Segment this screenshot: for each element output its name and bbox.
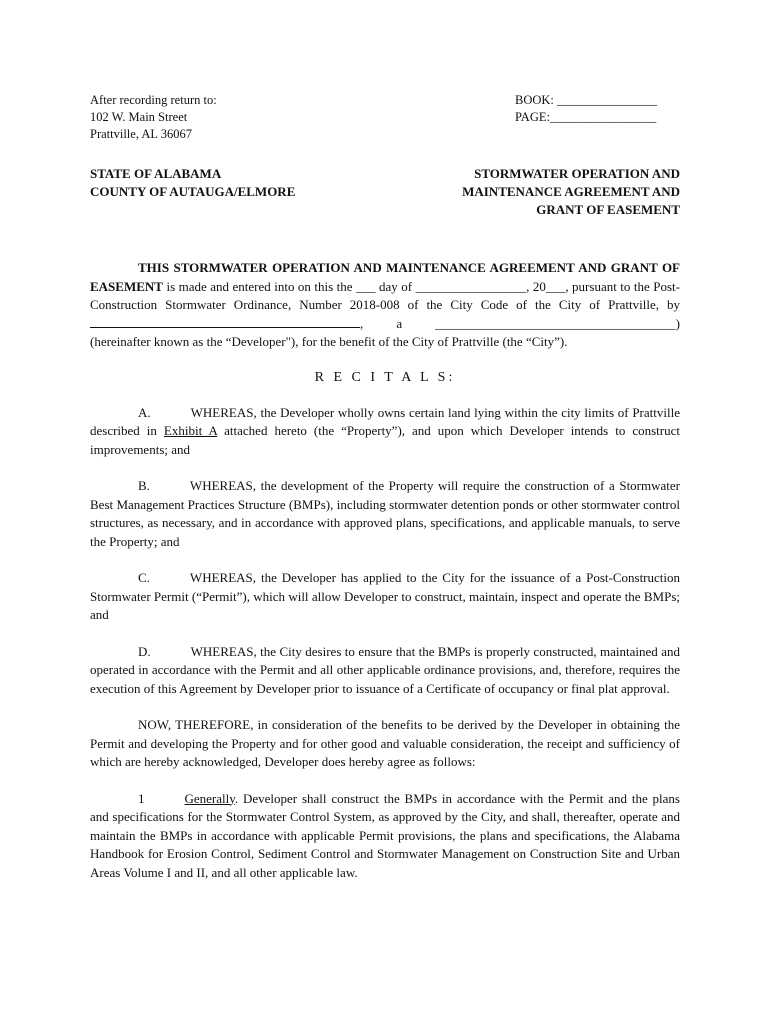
recital-c [90, 569, 680, 625]
county-label: COUNTY OF AUTAUGA/ELMORE [90, 184, 296, 199]
state-label: STATE OF ALABAMA [90, 166, 222, 181]
return-line: 102 W. Main Street [90, 110, 188, 124]
recital-b [90, 477, 680, 551]
recital-label: C. [138, 570, 150, 585]
recital-d [90, 643, 680, 699]
page-line: PAGE:_________________ [515, 110, 657, 124]
title-line: GRANT OF EASEMENT [536, 202, 680, 217]
title-line: STORMWATER OPERATION AND [474, 166, 680, 181]
section-number: 1 [138, 790, 145, 806]
now-therefore-paragraph: NOW, THEREFORE, in consideration of the benefits to be derived by the Developer in obtaining the Permit and developing the Property and for other good and valuable consideration, the receipt and sufficiency of which are hereby acknowledged, Developer does hereby agree as follows: [90, 717, 680, 769]
return-address [90, 92, 217, 143]
recital-a [90, 404, 680, 460]
recital-text: WHEREAS, the Developer wholly owns certain land lying within the city limits of Prattville described in [90, 404, 680, 438]
intro-text-part1: is made and entered into on this the ___ day of _________________, 20___, pursuant to the Post-Construction Stormwater Ordinance, Number 2018-008 of the City Code of the City of Prattville, by [90, 278, 680, 312]
recital-label: A. [138, 404, 151, 420]
exhibit-a-reference: Exhibit A [163, 423, 218, 438]
recital-label: B. [138, 478, 150, 493]
intro-text-part2: , a _____________________________________) (hereinafter known as the “Developer"), for the benefit of the City of Prattville (the “City”). [90, 315, 680, 349]
title-line: MAINTENANCE AGREEMENT AND [462, 184, 680, 199]
jurisdiction-block [90, 165, 295, 219]
recital-text-post: attached hereto (the “Property”), and upon which Developer intends to construct improvements; and [90, 423, 680, 457]
recital-label: D. [138, 643, 151, 659]
recital-text: WHEREAS, the development of the Property will require the construction of a Stormwater Best Management Practices Structure (BMPs), including stormwater detention ponds or other stormwater control structures, as necessary, and in accordance with approved plans, specifications, and applicable manuals, to serve the Property; and [90, 478, 680, 549]
intro-paragraph [90, 259, 680, 352]
caption-row [90, 165, 680, 219]
return-line: After recording return to: [90, 93, 217, 107]
recording-header [90, 92, 680, 143]
recital-text: WHEREAS, the City desires to ensure that the BMPs is properly constructed, maintained and operated in accordance with the Permit and all other applicable ordinance provisions, and, therefore, requires the execution of this Agreement by Developer prior to issuance of a Certificate of occupancy or final plat approval. [90, 643, 680, 696]
recital-text: WHEREAS, the Developer has applied to the City for the issuance of a Post-Construction Stormwater Permit (“Permit”), which will allow Developer to construct, maintain, inspect and operate the BMPs; and [90, 570, 680, 622]
document-page [90, 92, 680, 882]
section-1-generally [90, 790, 680, 883]
recitals-heading: R E C I T A L S: [314, 369, 456, 385]
document-title [462, 165, 680, 219]
return-line: Prattville, AL 36067 [90, 127, 192, 141]
section-text: . Developer shall construct the BMPs in accordance with the Permit and the plans and specifications for the Stormwater Control System, as approved by the City, and shall, thereafter, operate and maintain the BMPs in accordance with applicable Permit provisions, the plans and specifications, the Alabama Handbook for Erosion Control, Sediment Control and Stormwater Management on Construction Site and Urban Areas Volume I and II, and all other applicable law. [90, 790, 680, 880]
book-page-block [515, 92, 680, 143]
developer-name-blank [90, 315, 360, 328]
section-heading: Generally [184, 790, 235, 806]
book-line: BOOK: ________________ [515, 93, 658, 107]
intro-bold-lead: THIS STORMWATER OPERATION AND MAINTENANCE AGREEMENT AND GRANT OF EASEMENT [90, 260, 680, 294]
